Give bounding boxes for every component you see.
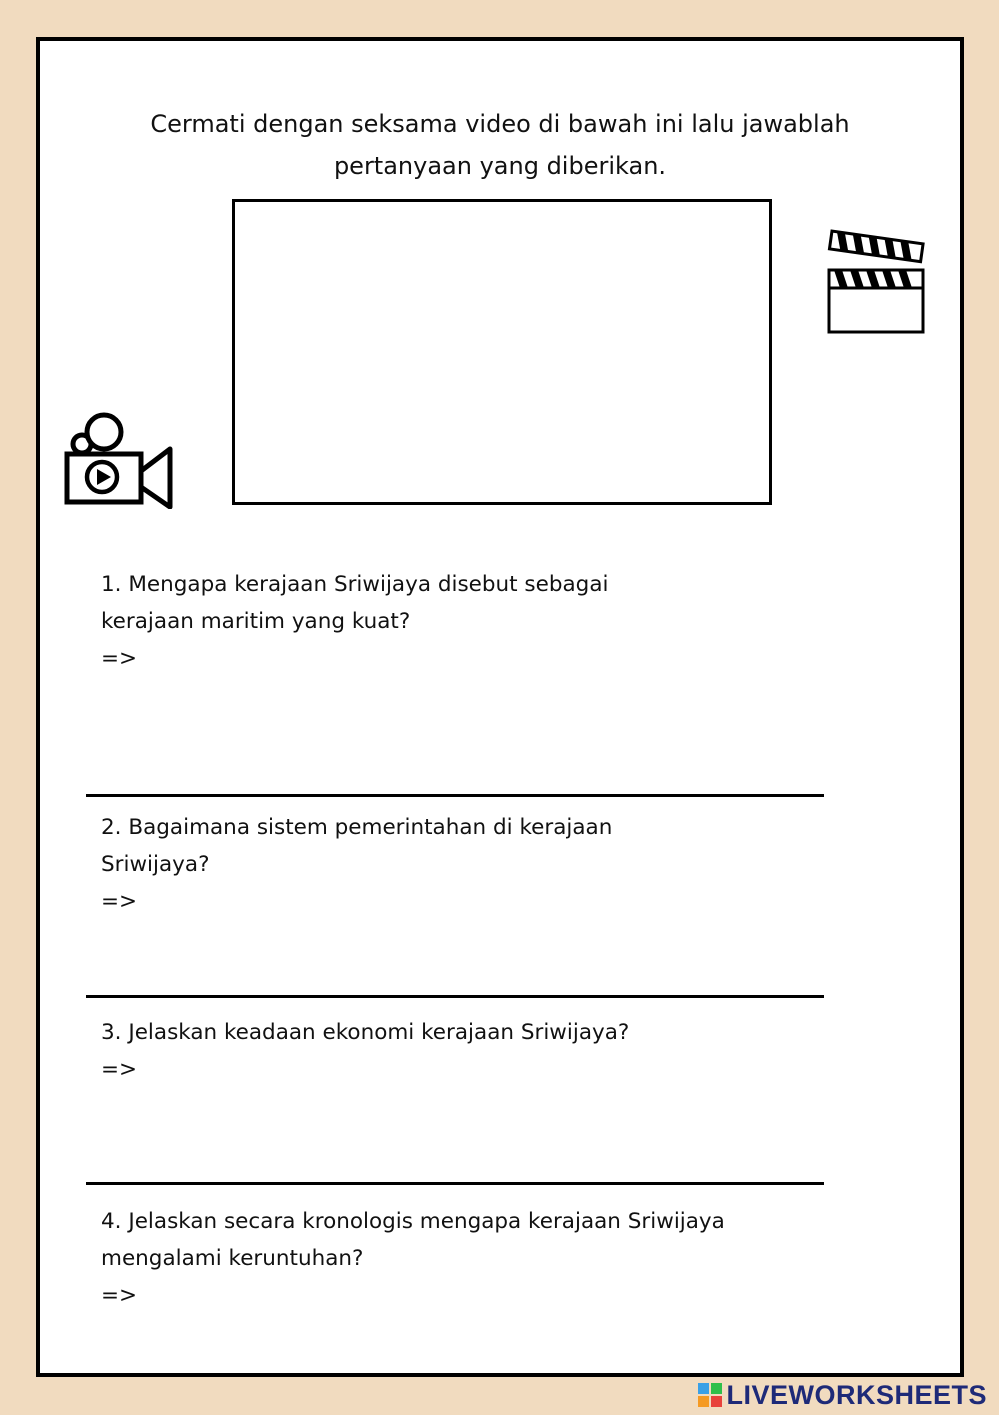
question-4-answer-prompt[interactable]: => [101,1283,138,1308]
question-3-answer-prompt[interactable]: => [101,1057,138,1082]
question-4-line-2: mengalami keruntuhan? [101,1246,364,1271]
answer-divider-2 [86,995,824,998]
question-2-line-2: Sriwijaya? [101,852,210,877]
instructions-line-1: Cermati dengan seksama video di bawah ini lalu jawablah [150,110,850,138]
liveworksheets-logo-icon [698,1383,722,1407]
question-1-line-2: kerajaan maritim yang kuat? [101,609,411,634]
question-1-answer-prompt[interactable]: => [101,646,138,671]
question-2-answer-prompt[interactable]: => [101,889,138,914]
question-4-line-1: 4. Jelaskan secara kronologis mengapa kerajaan Sriwijaya [101,1209,725,1234]
worksheet [36,37,964,1377]
instructions-line-2: pertanyaan yang diberikan. [333,152,667,180]
question-1 [101,566,608,677]
video-frame[interactable] [232,199,772,505]
video-camera-icon [62,409,174,509]
question-2 [101,809,612,920]
answer-divider-1 [86,794,824,797]
liveworksheets-wordmark: LIVEWORKSHEETS [726,1379,987,1410]
answer-divider-3 [86,1182,824,1185]
clapperboard-icon [826,226,926,336]
question-4 [101,1203,725,1314]
question-1-line-1: 1. Mengapa kerajaan Sriwijaya disebut sebagai [101,572,609,597]
liveworksheets-brand[interactable] [698,1380,987,1410]
question-2-line-1: 2. Bagaimana sistem pemerintahan di kerajaan [101,815,613,840]
instructions [40,103,960,187]
question-3 [101,1014,629,1088]
question-3-line-1: 3. Jelaskan keadaan ekonomi kerajaan Sriwijaya? [101,1020,630,1045]
